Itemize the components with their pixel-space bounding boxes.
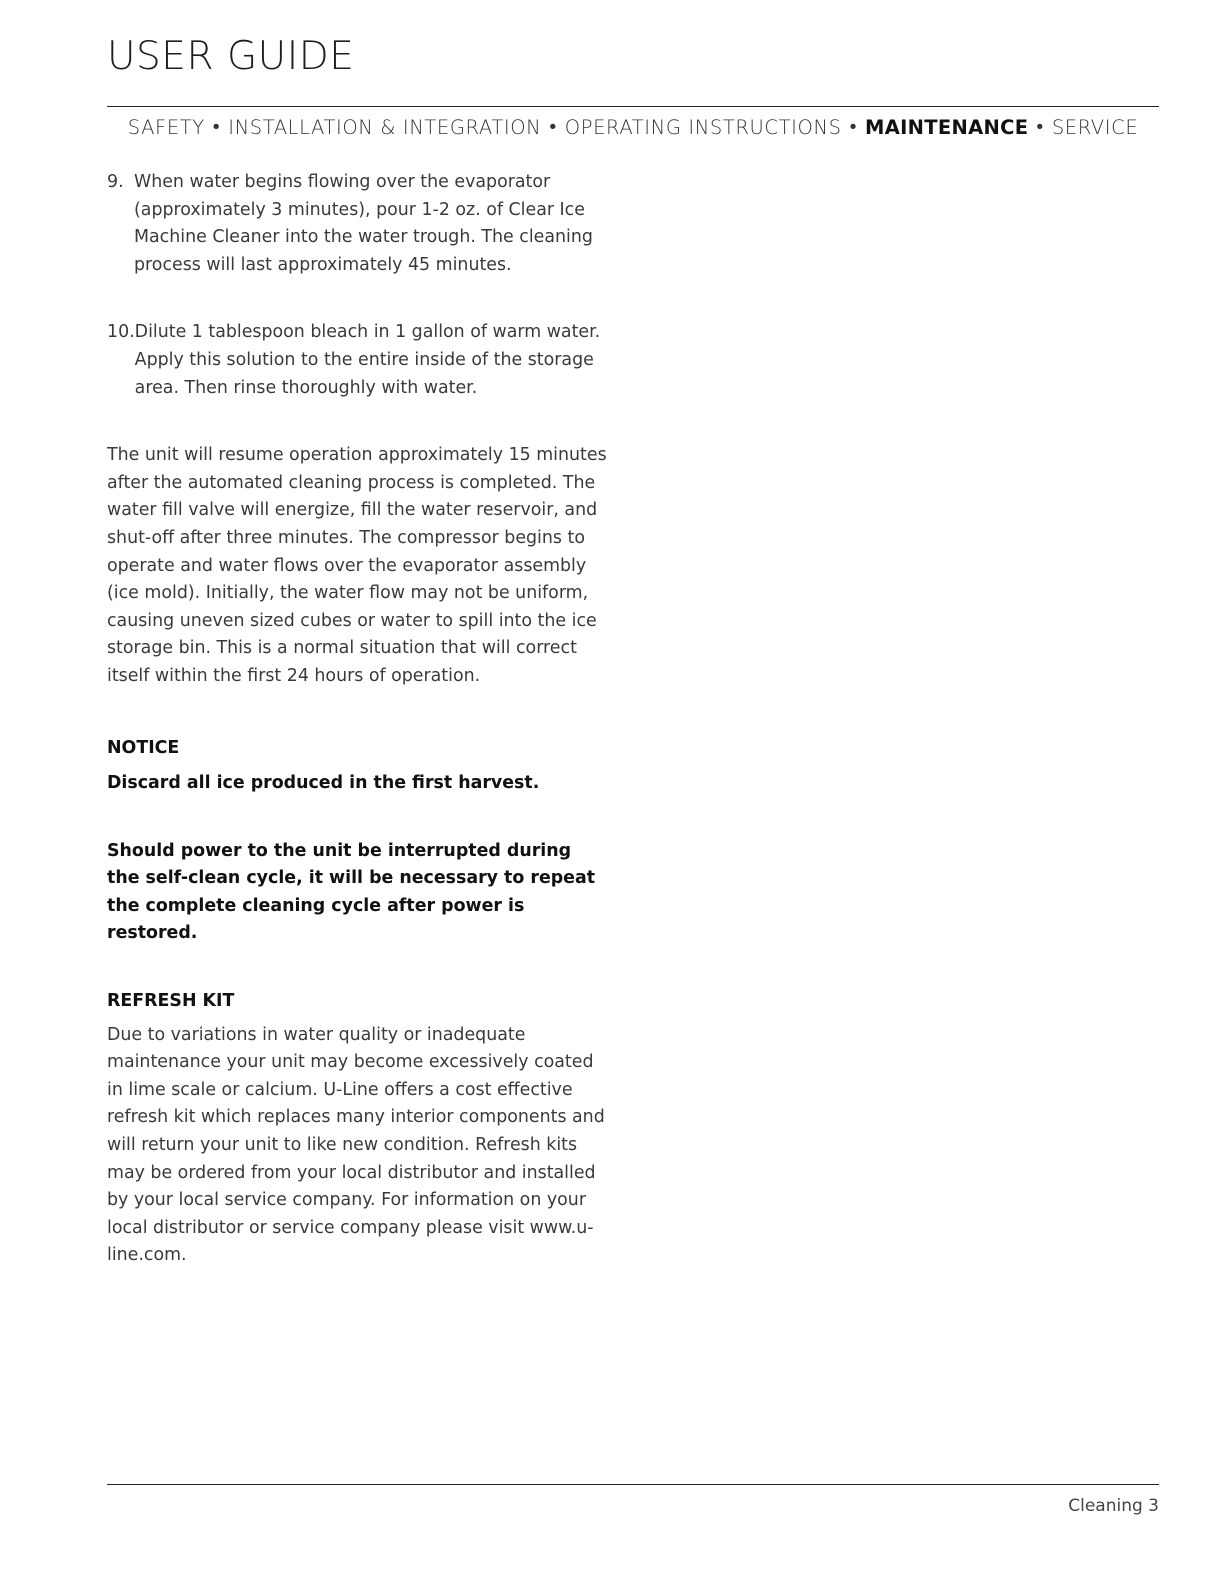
nav-separator: • — [549, 115, 557, 138]
nav-item-installation[interactable]: INSTALLATION & INTEGRATION — [228, 115, 542, 139]
power-warning-text: Should power to the unit be interrupted during the self-clean cycle, it will be necessary to repeat the complete cleaning cycle after power is restored. — [107, 840, 596, 944]
notice-text: Discard all ice produced in the first harvest. — [107, 773, 540, 794]
page-title: USER GUIDE — [107, 34, 355, 79]
nav-separator: • — [212, 115, 221, 138]
step-number: 10. — [107, 322, 135, 343]
notice-heading: NOTICE — [107, 737, 180, 758]
nav-separator: • — [849, 115, 858, 138]
step-item — [107, 169, 607, 279]
step-text: Dilute 1 tablespoon bleach in 1 gallon of warm water. Apply this solution to the entire inside of the storage area. Then rinse thoroughly with water. — [134, 322, 601, 398]
main-content — [107, 169, 607, 1270]
step-item — [107, 319, 607, 402]
nav-item-operating-instructions[interactable]: OPERATING INSTRUCTIONS — [564, 115, 842, 139]
step-number: 9. — [107, 172, 124, 192]
page-label: Cleaning 3 — [1068, 1496, 1159, 1516]
refresh-kit-heading: REFRESH KIT — [107, 991, 235, 1012]
section-nav — [107, 114, 1159, 140]
nav-item-maintenance[interactable]: MAINTENANCE — [865, 115, 1029, 139]
nav-item-service[interactable]: SERVICE — [1051, 115, 1139, 139]
nav-item-safety[interactable]: SAFETY — [127, 115, 205, 139]
footer-divider — [107, 1484, 1159, 1485]
header-divider — [107, 106, 1159, 107]
refresh-kit-text: Due to variations in water quality or inadequate maintenance your unit may become excessively coated in lime scale or calcium. U-Line offers a cost effective refresh kit which replaces many interior components and will return your unit to like new condition. Refresh kits may be ordered from your local distributor and installed by your local service company. For information on your local distributor or service company please visit www.u-line.com. — [107, 1024, 605, 1266]
resume-paragraph: The unit will resume operation approximately 15 minutes after the automated cleaning process is completed. The water fill valve will energize, fill the water reservoir, and shut-off after three minutes. The compressor begins to operate and water flows over the evaporator assembly (ice mold). Initially, the water flow may not be uniform, causing uneven sized cubes or water to spill into the ice storage bin. This is a normal situation that will correct itself within the first 24 hours of operation. — [107, 445, 607, 686]
nav-separator: • — [1036, 115, 1044, 138]
step-text: When water begins flowing over the evaporator (approximately 3 minutes), pour 1-2 oz. of Clear Ice Machine Cleaner into the water trough. The cleaning process will last approximately 45 minutes. — [134, 172, 593, 275]
